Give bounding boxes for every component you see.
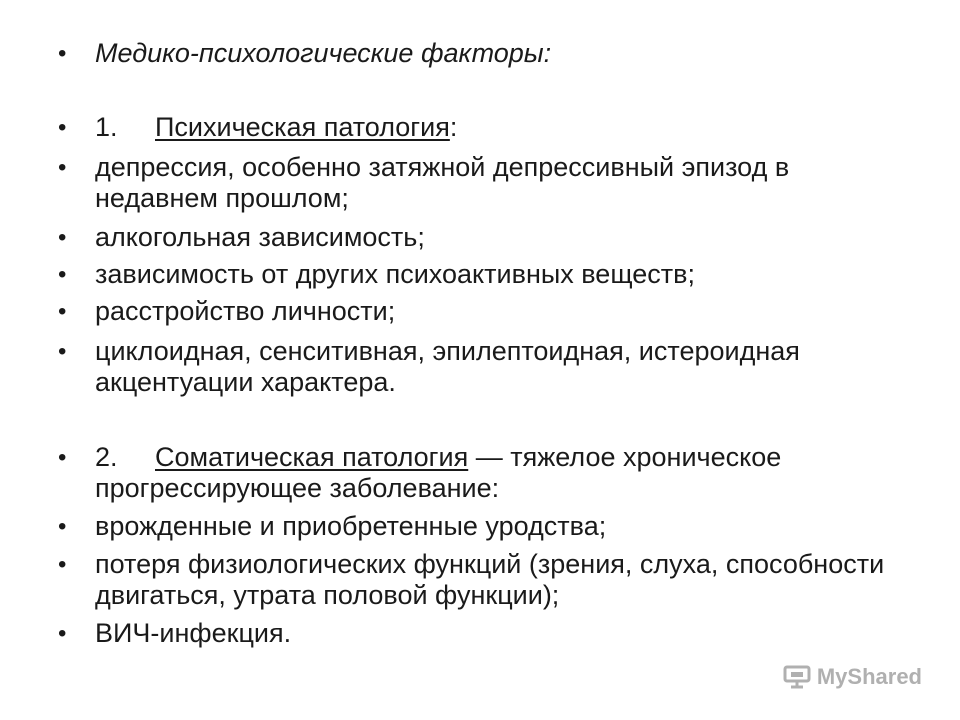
- list-item: [58, 259, 918, 290]
- bullet: •: [58, 444, 67, 471]
- list-item-text: ВИЧ-инфекция.: [95, 618, 292, 648]
- bullet: •: [58, 224, 67, 251]
- section2-header: [58, 442, 918, 504]
- list-item-text: врожденные и приобретенные уродства;: [95, 511, 607, 541]
- list-item-text: циклоидная, сенситивная, эпилептоидная, истероидная акцентуации характера.: [95, 336, 800, 397]
- list-item: [58, 336, 918, 398]
- bullet: •: [58, 338, 67, 365]
- projector-screen-icon: [783, 665, 811, 689]
- section2-number: 2.: [95, 442, 118, 472]
- section1-title: Психическая патология: [155, 112, 450, 142]
- bullet: •: [58, 551, 67, 578]
- watermark: [783, 664, 922, 690]
- list-item: [58, 549, 918, 611]
- section1-number: 1.: [95, 112, 118, 142]
- list-item: [58, 511, 918, 542]
- section2-suffix: — тяжелое хроническое прогрессирующее заболевание:: [95, 442, 782, 503]
- watermark-text: MyShared: [816, 664, 922, 689]
- list-item: [58, 152, 918, 214]
- list-item-text: потеря физиологических функций (зрения, слуха, способности двигаться, утрата половой функции);: [95, 549, 885, 610]
- section2-header-text: [95, 442, 918, 504]
- section1-header-text: [95, 112, 918, 143]
- bullet: •: [58, 114, 67, 141]
- bullet: •: [58, 261, 67, 288]
- bullet: •: [58, 298, 67, 325]
- list-item: [58, 618, 918, 649]
- section1-suffix: :: [449, 112, 458, 142]
- bullet: •: [58, 40, 67, 67]
- section2-title: Соматическая патология: [155, 442, 469, 472]
- list-item: [58, 296, 918, 327]
- bullet: •: [58, 620, 67, 647]
- list-item-text: расстройство личности;: [95, 296, 396, 326]
- list-item-text: зависимость от других психоактивных веществ;: [95, 259, 695, 289]
- heading-text: Медико-психологические факторы:: [95, 38, 552, 68]
- list-item-text: депрессия, особенно затяжной депрессивный эпизод в недавнем прошлом;: [95, 152, 790, 213]
- list-item: [58, 222, 918, 253]
- bullet: •: [58, 513, 67, 540]
- bullet: •: [58, 154, 67, 181]
- section1-header: [58, 112, 918, 143]
- list-item-text: алкогольная зависимость;: [95, 222, 425, 252]
- heading-item: [58, 38, 918, 69]
